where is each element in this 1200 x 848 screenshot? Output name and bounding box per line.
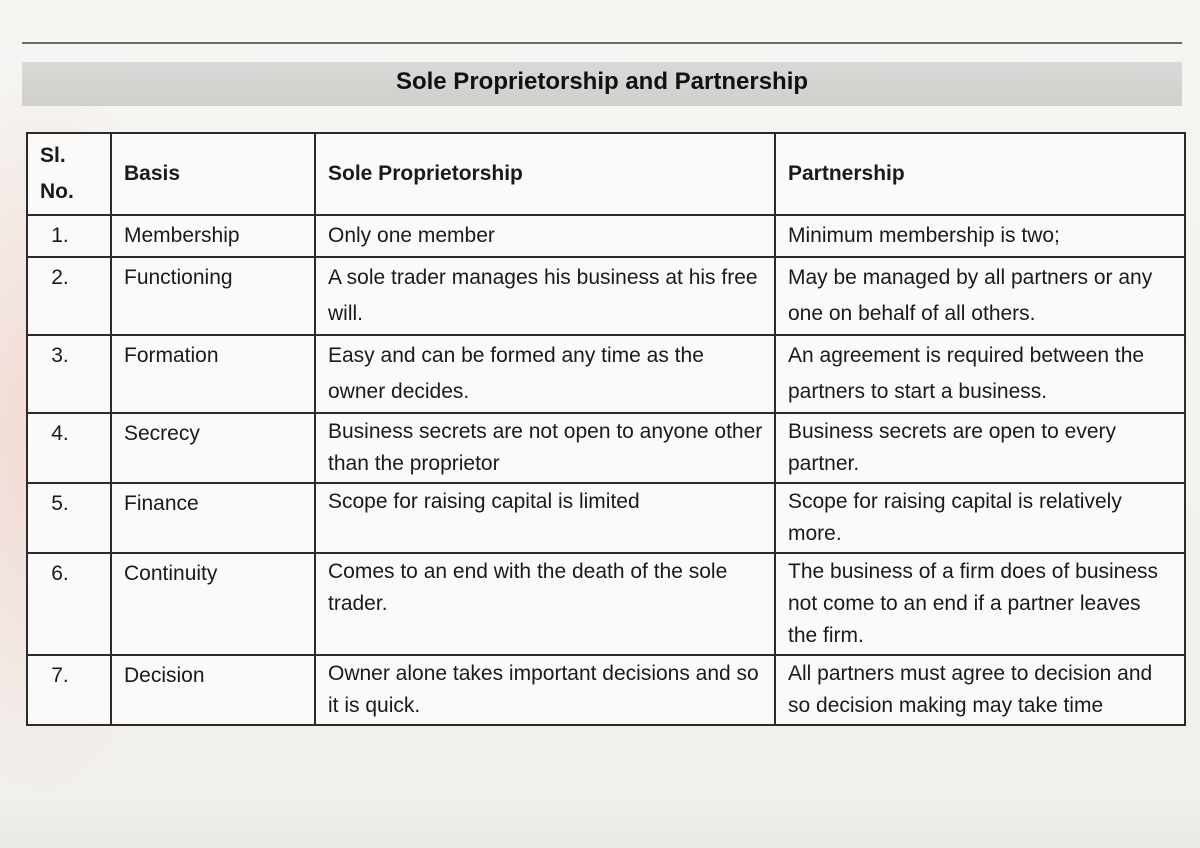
row-sole-proprietorship: Only one member [315, 215, 775, 257]
table-row [27, 257, 1185, 335]
row-number: 3. [27, 335, 111, 413]
table-row [27, 215, 1185, 257]
row-basis: Secrecy [111, 413, 315, 483]
row-number: 4. [27, 413, 111, 483]
row-number: 6. [27, 553, 111, 655]
row-basis: Decision [111, 655, 315, 725]
comparison-table [26, 132, 1186, 726]
table-header-row [27, 133, 1185, 215]
row-partnership: All partners must agree to decision and so decision making may take time [775, 655, 1185, 725]
row-sole-proprietorship: Owner alone takes important decisions and so it is quick. [315, 655, 775, 725]
page-title: Sole Proprietorship and Partnership [395, 68, 809, 95]
header-sl-no: Sl. No. [27, 133, 111, 215]
row-sole-proprietorship: Comes to an end with the death of the sole trader. [315, 553, 775, 655]
row-number: 5. [27, 483, 111, 553]
page-shadow [0, 800, 1200, 848]
row-partnership: Business secrets are open to every partner. [775, 413, 1185, 483]
row-basis: Finance [111, 483, 315, 553]
top-rule [22, 42, 1182, 44]
row-basis: Membership [111, 215, 315, 257]
table-row [27, 553, 1185, 655]
row-partnership: Minimum membership is two; [775, 215, 1185, 257]
row-sole-proprietorship: Scope for raising capital is limited [315, 483, 775, 553]
table-row [27, 335, 1185, 413]
row-partnership: May be managed by all partners or any one on behalf of all others. [775, 257, 1185, 335]
row-number: 2. [27, 257, 111, 335]
row-sole-proprietorship: Business secrets are not open to anyone other than the proprietor [315, 413, 775, 483]
row-basis: Formation [111, 335, 315, 413]
row-partnership: An agreement is required between the partners to start a business. [775, 335, 1185, 413]
table-row [27, 655, 1185, 725]
row-basis: Functioning [111, 257, 315, 335]
row-basis: Continuity [111, 553, 315, 655]
table-row [27, 413, 1185, 483]
table-row [27, 483, 1185, 553]
row-partnership: The business of a firm does of business not come to an end if a partner leaves the firm. [775, 553, 1185, 655]
row-number: 1. [27, 215, 111, 257]
row-sole-proprietorship: A sole trader manages his business at his free will. [315, 257, 775, 335]
row-sole-proprietorship: Easy and can be formed any time as the owner decides. [315, 335, 775, 413]
header-basis: Basis [111, 133, 315, 215]
header-partnership: Partnership [775, 133, 1185, 215]
header-sole-proprietorship: Sole Proprietorship [315, 133, 775, 215]
title-band [22, 62, 1182, 106]
row-partnership: Scope for raising capital is relatively more. [775, 483, 1185, 553]
row-number: 7. [27, 655, 111, 725]
